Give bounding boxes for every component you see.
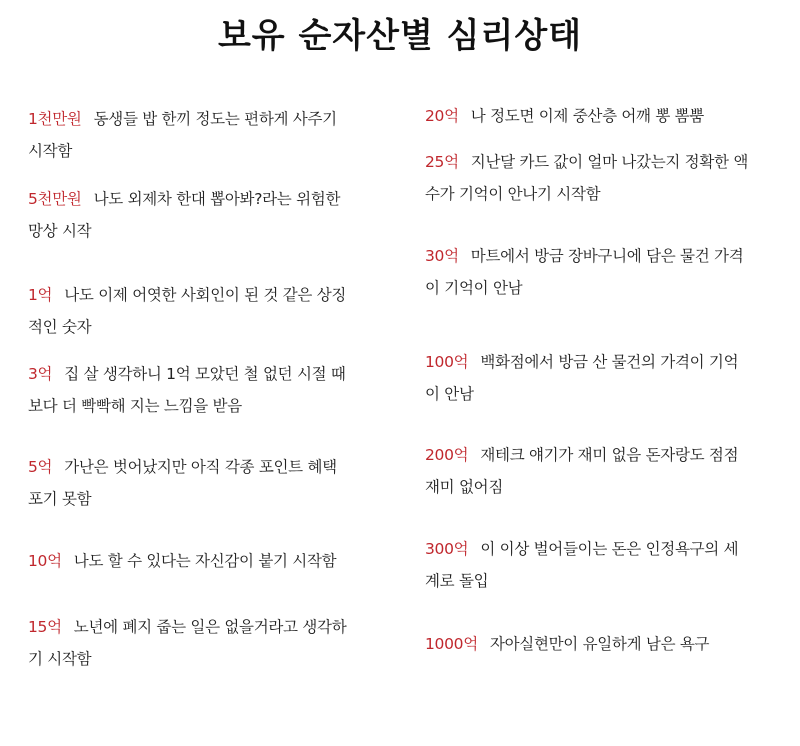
amount-label: 300억 (425, 540, 469, 558)
entry-text: 지난달 카드 값이 얼마 나갔는지 정확한 액 수가 기억이 안나기 시작함 (425, 153, 749, 203)
entry-1000억 (425, 628, 775, 660)
amount-label: 1천만원 (28, 110, 82, 128)
amount-label: 10억 (28, 552, 62, 570)
amount-label: 5억 (28, 458, 53, 476)
amount-label: 100억 (425, 353, 469, 371)
entry-text: 집 살 생각하니 1억 모았던 철 없던 시절 때 보다 더 빡빡해 지는 느낌을 받음 (28, 365, 346, 415)
entry-3억 (28, 358, 378, 422)
entry-1천만원 (28, 103, 378, 167)
amount-label: 1000억 (425, 635, 478, 653)
entry-text: 가난은 벗어났지만 아직 각종 포인트 혜택 포기 못함 (28, 458, 337, 508)
entry-5억 (28, 451, 378, 515)
entry-300억 (425, 533, 775, 597)
entry-1억 (28, 279, 378, 343)
amount-label: 25억 (425, 153, 459, 171)
entry-100억 (425, 346, 775, 410)
amount-label: 20억 (425, 107, 459, 125)
amount-label: 1억 (28, 286, 53, 304)
entry-text: 나도 할 수 있다는 자신감이 붙기 시작함 (73, 552, 337, 570)
entry-25억 (425, 146, 775, 210)
entry-30억 (425, 240, 775, 304)
page-title: 보유 순자산별 심리상태 (217, 16, 583, 56)
entry-text: 이 이상 벌어들이는 돈은 인정욕구의 세 계로 돌입 (425, 540, 739, 590)
entry-text: 백화점에서 방금 산 물건의 가격이 기억 이 안남 (425, 353, 739, 403)
entry-text: 노년에 폐지 줍는 일은 없을거라고 생각하 기 시작함 (28, 618, 347, 668)
entry-20억 (425, 100, 775, 132)
entry-text: 나 정도면 이제 중산층 어깨 뽕 뽐뿜 (470, 107, 704, 125)
amount-label: 200억 (425, 446, 469, 464)
amount-label: 5천만원 (28, 190, 82, 208)
amount-label: 15억 (28, 618, 62, 636)
entry-5천만원 (28, 183, 378, 247)
entry-text: 자아실현만이 유일하게 남은 욕구 (489, 635, 710, 653)
entry-text: 마트에서 방금 장바구니에 담은 물건 가격 이 기억이 안남 (425, 247, 744, 297)
entry-200억 (425, 439, 775, 503)
entry-text: 재테크 얘기가 재미 없음 돈자랑도 점점 재미 없어짐 (425, 446, 739, 496)
amount-label: 30억 (425, 247, 459, 265)
amount-label: 3억 (28, 365, 53, 383)
entry-text: 나도 외제차 한대 뽑아봐?라는 위험한 망상 시작 (28, 190, 341, 240)
entry-text: 동생들 밥 한끼 정도는 편하게 사주기 시작함 (28, 110, 337, 160)
entry-15억 (28, 611, 378, 675)
entry-text: 나도 이제 어엿한 사회인이 된 것 같은 상징 적인 숫자 (28, 286, 347, 336)
entry-10억 (28, 545, 378, 577)
